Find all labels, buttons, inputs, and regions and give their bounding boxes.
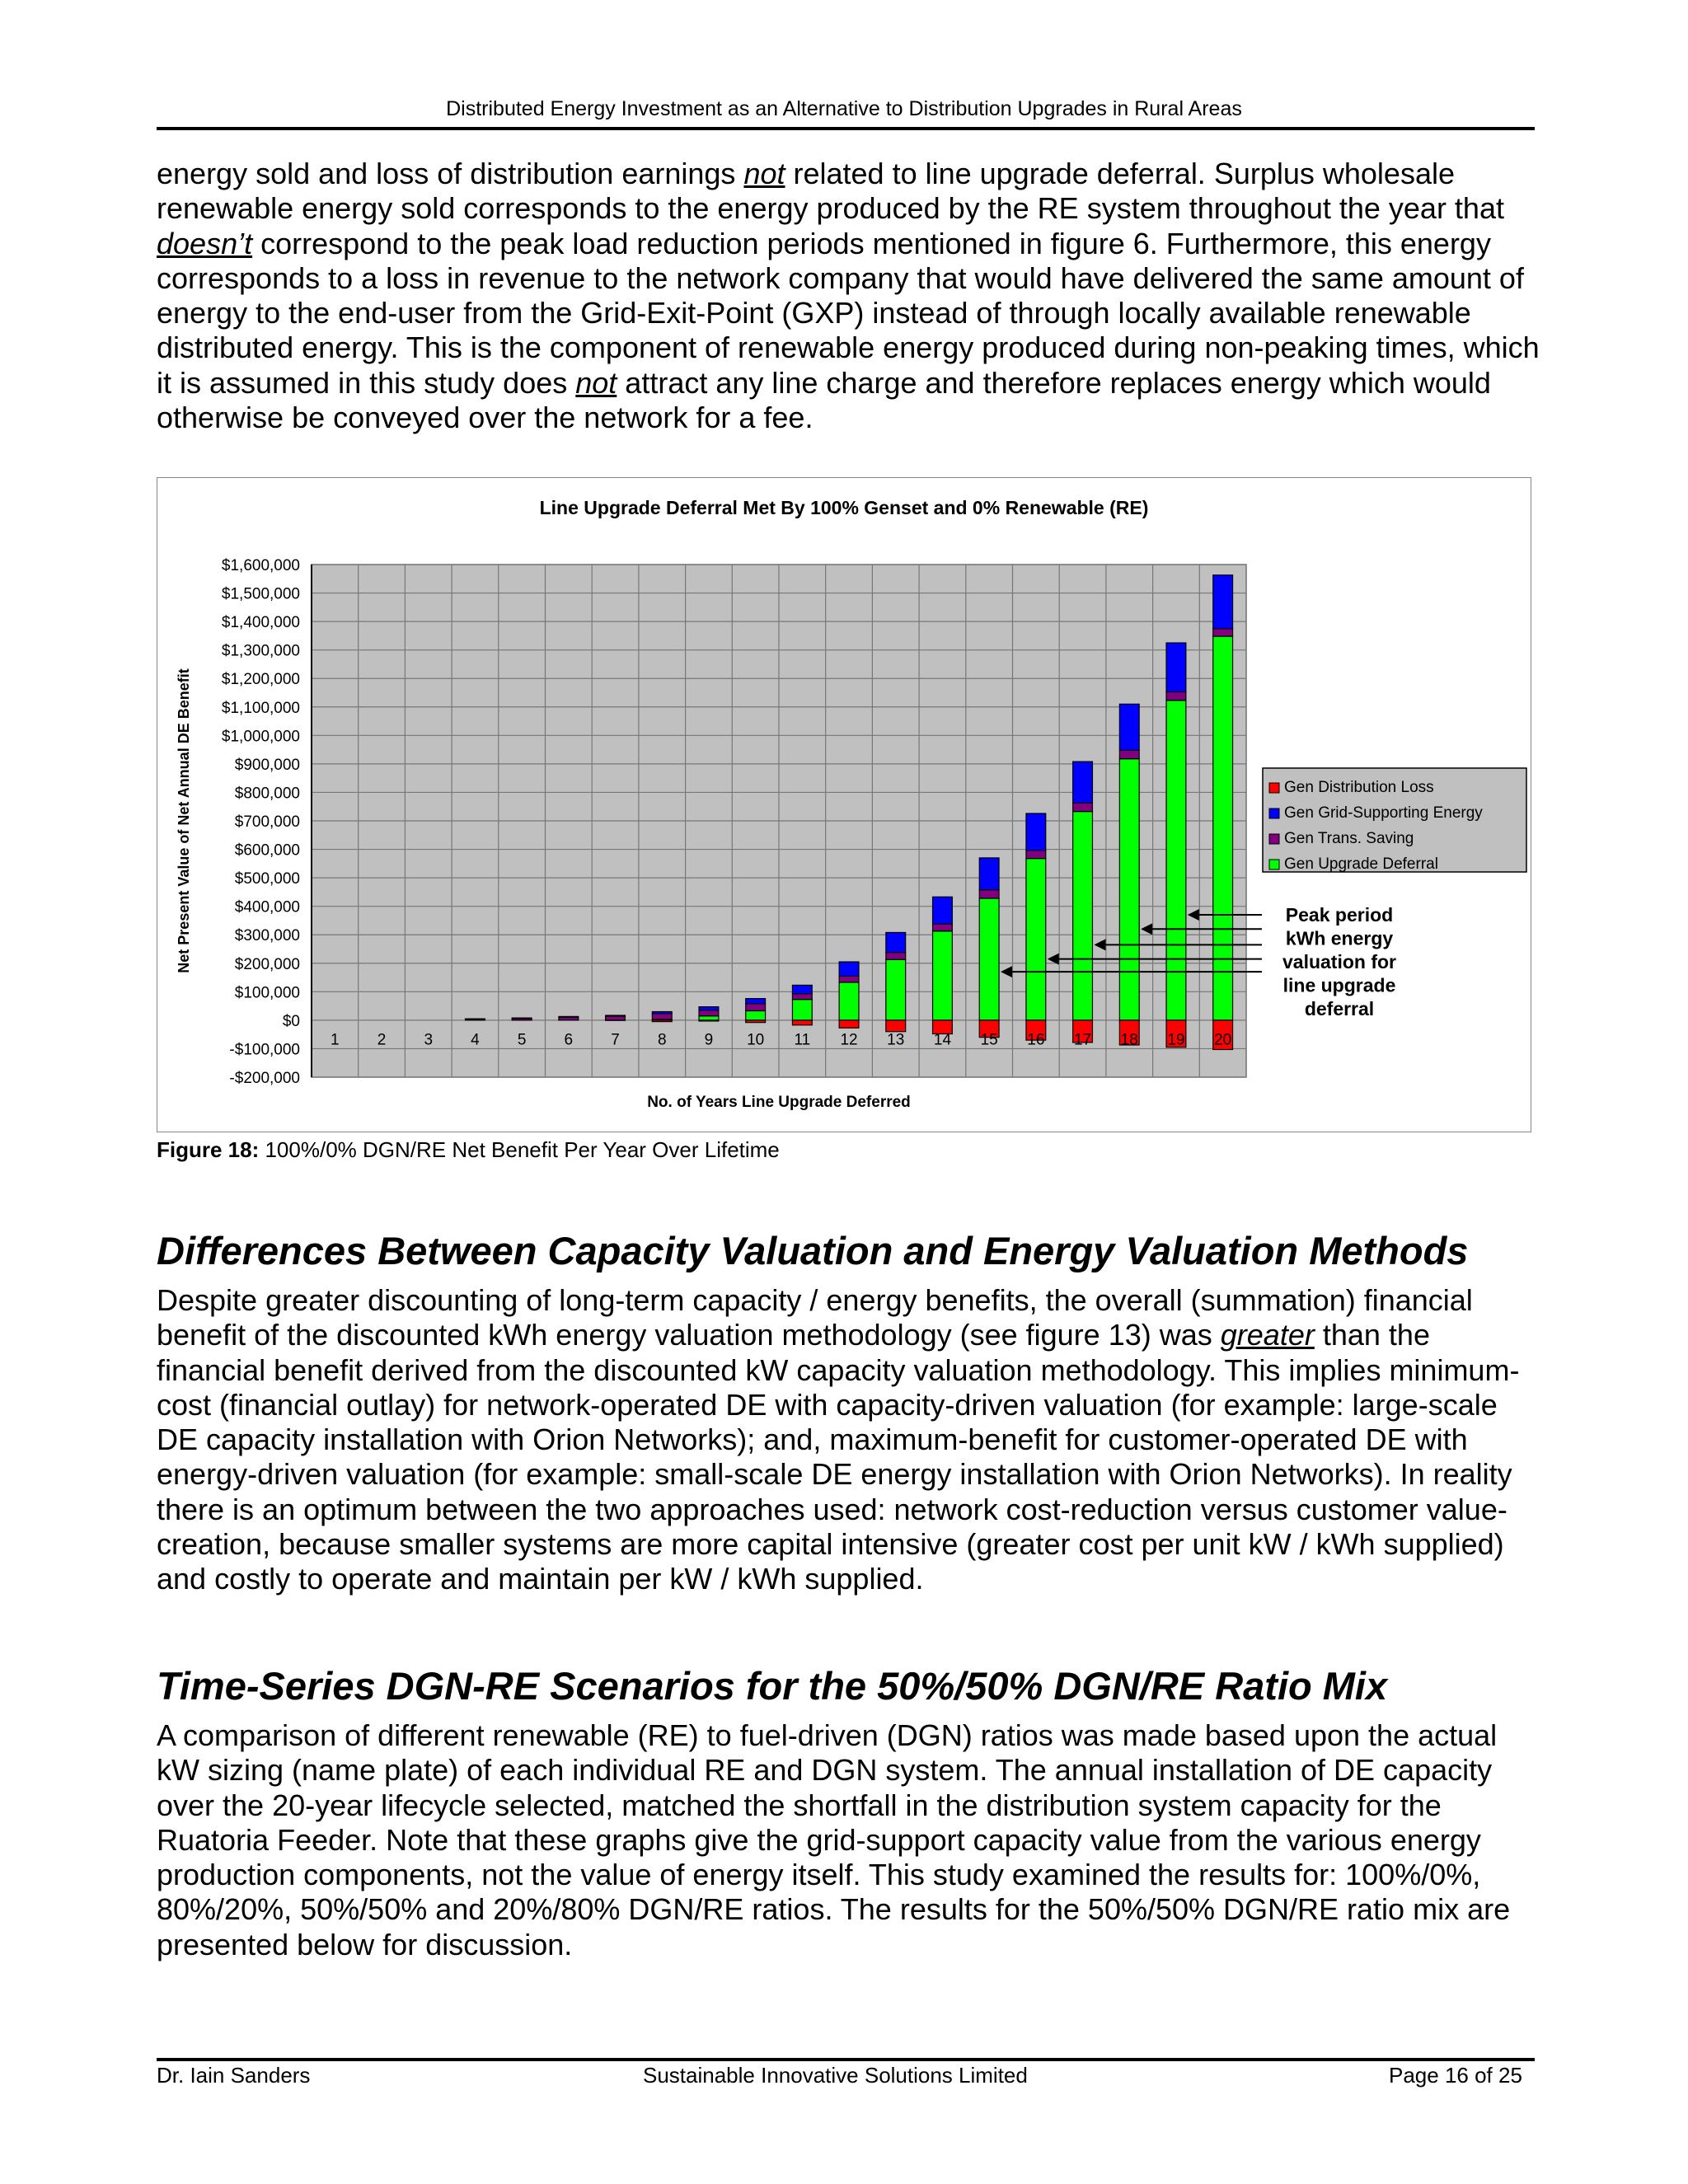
bar-segment-gen-grid-supporting-energy bbox=[1166, 643, 1186, 691]
bar-segment-gen-upgrade-deferral bbox=[1119, 759, 1139, 1020]
bar-segment-gen-trans-saving bbox=[886, 953, 906, 960]
legend-swatch bbox=[1269, 808, 1279, 818]
bar-segment-gen-trans-saving bbox=[699, 1010, 719, 1016]
bar-segment-gen-grid-supporting-energy bbox=[1073, 762, 1093, 803]
bar-segment-gen-grid-supporting-energy bbox=[699, 1007, 719, 1010]
x-tick-label: 9 bbox=[704, 1031, 714, 1049]
legend-label: Gen Trans. Saving bbox=[1284, 830, 1414, 847]
x-tick-label: 3 bbox=[424, 1031, 434, 1049]
text: related to line upgrade deferral. Surplus wholesale renewable energy sold corresponds to the energy produced by the RE system throughout the year that bbox=[157, 157, 1504, 226]
bar-segment-gen-trans-saving bbox=[1119, 750, 1139, 758]
bar-segment-gen-distribution-loss bbox=[746, 1020, 766, 1023]
x-tick-label: 15 bbox=[980, 1031, 998, 1049]
bar-segment-gen-grid-supporting-energy bbox=[652, 1012, 672, 1014]
legend-swatch bbox=[1269, 834, 1279, 844]
y-tick-label: -$100,000 bbox=[229, 1041, 300, 1059]
footer-author: Dr. Iain Sanders bbox=[157, 2063, 311, 2088]
header-rule bbox=[157, 127, 1535, 130]
y-tick-label: $400,000 bbox=[234, 898, 300, 916]
figure-caption bbox=[157, 1137, 780, 1163]
x-tick-label: 18 bbox=[1120, 1031, 1138, 1049]
bar-segment-gen-grid-supporting-energy bbox=[886, 932, 906, 952]
annotation-text: kWh energy bbox=[1285, 927, 1394, 949]
bar-segment-gen-grid-supporting-energy bbox=[979, 858, 999, 890]
y-tick-label: $600,000 bbox=[234, 841, 300, 860]
x-tick-label: 17 bbox=[1073, 1031, 1092, 1049]
bar-segment-gen-upgrade-deferral bbox=[1213, 636, 1233, 1020]
y-tick-label: $1,300,000 bbox=[221, 642, 300, 660]
bar-segment-gen-distribution-loss bbox=[652, 1020, 672, 1022]
bar-segment-gen-grid-supporting-energy bbox=[512, 1018, 532, 1019]
x-tick-label: 11 bbox=[794, 1031, 811, 1049]
bar-segment-gen-grid-supporting-energy bbox=[1213, 575, 1233, 629]
y-tick-label: $0 bbox=[282, 1012, 300, 1030]
bar-segment-gen-grid-supporting-energy bbox=[606, 1015, 626, 1016]
x-tick-label: 5 bbox=[517, 1031, 527, 1049]
x-tick-label: 4 bbox=[471, 1031, 480, 1049]
bar-segment-gen-upgrade-deferral bbox=[886, 959, 906, 1020]
figure-caption-text: 100%/0% DGN/RE Net Benefit Per Year Over Lifetime bbox=[259, 1137, 780, 1162]
x-tick-label: 2 bbox=[377, 1031, 387, 1049]
emphasis: doesn’t bbox=[157, 226, 253, 260]
bar-segment-gen-trans-saving bbox=[792, 994, 812, 1000]
bar-segment-gen-grid-supporting-energy bbox=[792, 985, 812, 993]
footer-rule bbox=[157, 2058, 1535, 2061]
legend-label: Gen Grid-Supporting Energy bbox=[1284, 804, 1483, 822]
x-tick-label: 12 bbox=[840, 1031, 858, 1049]
y-tick-label: $800,000 bbox=[234, 785, 300, 803]
legend-swatch bbox=[1269, 783, 1279, 793]
y-tick-label: -$200,000 bbox=[229, 1070, 300, 1087]
stacked-bar-chart bbox=[157, 478, 1531, 1132]
text: attract any line charge and therefore replaces energy which would otherwise be conveyed over the network for a fee. bbox=[157, 365, 1491, 435]
bar-segment-gen-grid-supporting-energy bbox=[559, 1016, 579, 1017]
x-axis-title: No. of Years Line Upgrade Deferred bbox=[647, 1094, 911, 1111]
bar-segment-gen-trans-saving bbox=[746, 1004, 766, 1011]
y-tick-label: $1,100,000 bbox=[221, 699, 300, 717]
bar-segment-gen-trans-saving bbox=[1213, 629, 1233, 636]
heading-differences: Differences Between Capacity Valuation and Energy Valuation Methods bbox=[157, 1229, 1469, 1272]
chart-title: Line Upgrade Deferral Met By 100% Genset and 0% Renewable (RE) bbox=[539, 497, 1149, 518]
bar-segment-gen-grid-supporting-energy bbox=[933, 897, 953, 924]
x-tick-label: 8 bbox=[657, 1031, 667, 1049]
bar-segment-gen-distribution-loss bbox=[886, 1020, 906, 1032]
y-tick-label: $700,000 bbox=[234, 813, 300, 831]
y-tick-label: $500,000 bbox=[234, 870, 300, 888]
annotation-text: Peak period bbox=[1285, 904, 1394, 926]
figure-18-chart bbox=[157, 477, 1531, 1132]
bar-segment-gen-grid-supporting-energy bbox=[1026, 813, 1046, 851]
y-tick-label: $100,000 bbox=[234, 984, 300, 1002]
bar-segment-gen-distribution-loss bbox=[792, 1020, 812, 1025]
legend-label: Gen Upgrade Deferral bbox=[1284, 855, 1438, 873]
bar-segment-gen-upgrade-deferral bbox=[1026, 859, 1046, 1020]
legend-swatch bbox=[1269, 860, 1279, 869]
bar-segment-gen-trans-saving bbox=[1166, 691, 1186, 700]
bar-segment-gen-grid-supporting-energy bbox=[839, 962, 859, 976]
x-tick-label: 13 bbox=[887, 1031, 905, 1049]
bar-segment-gen-grid-supporting-energy bbox=[746, 999, 766, 1004]
emphasis: not bbox=[575, 365, 617, 400]
bar-segment-gen-upgrade-deferral bbox=[979, 898, 999, 1020]
bar-segment-gen-trans-saving bbox=[933, 924, 953, 931]
paragraph-energy-sold bbox=[157, 157, 1541, 435]
bar-segment-gen-trans-saving bbox=[1073, 803, 1093, 811]
x-tick-label: 16 bbox=[1027, 1031, 1045, 1049]
y-tick-label: $1,400,000 bbox=[221, 614, 300, 632]
annotation-text: deferral bbox=[1304, 998, 1375, 1019]
running-header: Distributed Energy Investment as an Alternative to Distribution Upgrades in Rural Areas bbox=[446, 97, 1242, 120]
y-tick-label: $1,000,000 bbox=[221, 728, 300, 746]
bar-segment-gen-trans-saving bbox=[979, 890, 999, 898]
x-tick-label: 7 bbox=[611, 1031, 620, 1049]
y-tick-label: $200,000 bbox=[234, 955, 300, 973]
bar-segment-gen-upgrade-deferral bbox=[1073, 812, 1093, 1020]
emphasis: not bbox=[743, 157, 785, 190]
y-axis-title: Net Present Value of Net Annual DE Benefit bbox=[176, 668, 192, 973]
heading-time-series: Time-Series DGN-RE Scenarios for the 50%/50% DGN/RE Ratio Mix bbox=[157, 1664, 1388, 1708]
footer-page-number: Page 16 of 25 bbox=[1389, 2063, 1522, 2088]
paragraph-time-series: A comparison of different renewable (RE) to fuel-driven (DGN) ratios was made based upon the actual kW sizing (name plate) of each individual RE and DGN system. The annual installation of DE capacity over the 20-year lifecycle selected, matched the shortfall in the distribution system capacity for the Ruatoria Feeder. Note that these graphs give the grid-support capacity value from the various energy production components, not the value of energy itself. This study examined the results for: 100%/0%, 80%/20%, 50%/50% and 20%/80% DGN/RE ratios. The results for the 50%/50% DGN/RE ratio mix are presented below for discussion. bbox=[157, 1718, 1511, 1961]
y-tick-label: $900,000 bbox=[234, 756, 300, 774]
bar-segment-gen-distribution-loss bbox=[839, 1020, 859, 1028]
bar-segment-gen-trans-saving bbox=[652, 1014, 672, 1019]
bar-segment-gen-distribution-loss bbox=[699, 1020, 719, 1021]
x-tick-label: 20 bbox=[1214, 1031, 1232, 1049]
legend-label: Gen Distribution Loss bbox=[1284, 779, 1434, 796]
text: than the financial benefit derived from the discounted kW capacity valuation methodology. This implies minimum-cost (financial outlay) for network-operated DE with capacity-driven valuation (for example: large-scale DE capacity installation with Orion Networks); and, maximum-benefit for customer-operated DE with energy-driven valuation (for example: small-scale DE energy installation with Orion Networks). In reality there is an optimum between the two approaches used: network cost-reduction versus customer value-creation, because smaller systems are more capital intensive (greater cost per unit kW / kWh supplied) and costly to operate and maintain per kW / kWh supplied. bbox=[157, 1318, 1520, 1596]
bar-segment-gen-upgrade-deferral bbox=[839, 982, 859, 1020]
y-tick-label: $1,600,000 bbox=[221, 557, 300, 574]
annotation-text: valuation for bbox=[1282, 951, 1397, 972]
text: Despite greater discounting of long-term capacity / energy benefits, the overall (summation) financial benefit of the discounted kWh energy valuation methodology (see figure 13) was bbox=[157, 1283, 1473, 1352]
footer-company: Sustainable Innovative Solutions Limited bbox=[643, 2063, 1028, 2088]
bar-segment-gen-upgrade-deferral bbox=[746, 1010, 766, 1019]
bar-segment-gen-upgrade-deferral bbox=[792, 1000, 812, 1020]
figure-label: Figure 18: bbox=[157, 1137, 260, 1162]
y-tick-label: $1,500,000 bbox=[221, 585, 300, 603]
bar-segment-gen-trans-saving bbox=[1026, 851, 1046, 859]
paragraph-differences bbox=[157, 1283, 1541, 1597]
bar-segment-gen-trans-saving bbox=[839, 976, 859, 982]
text: correspond to the peak load reduction periods mentioned in figure 6. Furthermore, this energy corresponds to a loss in revenue to the network company that would have delivered the same amount of energy to the end-user from the Grid-Exit-Point (GXP) instead of through locally available renewable distributed energy. This is the component of renewable energy produced during non-peaking times, which it is assumed in this study does bbox=[157, 226, 1540, 400]
annotation-text: line upgrade bbox=[1282, 974, 1396, 996]
x-tick-label: 14 bbox=[933, 1031, 952, 1049]
y-tick-label: $300,000 bbox=[234, 927, 300, 945]
x-tick-label: 1 bbox=[331, 1031, 340, 1049]
bar-segment-gen-grid-supporting-energy bbox=[1119, 704, 1139, 750]
y-tick-label: $1,200,000 bbox=[221, 671, 300, 689]
x-tick-label: 19 bbox=[1167, 1031, 1185, 1049]
bar-segment-gen-trans-saving bbox=[606, 1016, 626, 1020]
x-tick-label: 10 bbox=[747, 1031, 765, 1049]
bar-segment-gen-upgrade-deferral bbox=[933, 931, 953, 1020]
bar-segment-gen-upgrade-deferral bbox=[699, 1016, 719, 1020]
x-tick-label: 6 bbox=[564, 1031, 574, 1049]
emphasis: greater bbox=[1220, 1318, 1315, 1352]
text: energy sold and loss of distribution earnings bbox=[157, 157, 744, 190]
